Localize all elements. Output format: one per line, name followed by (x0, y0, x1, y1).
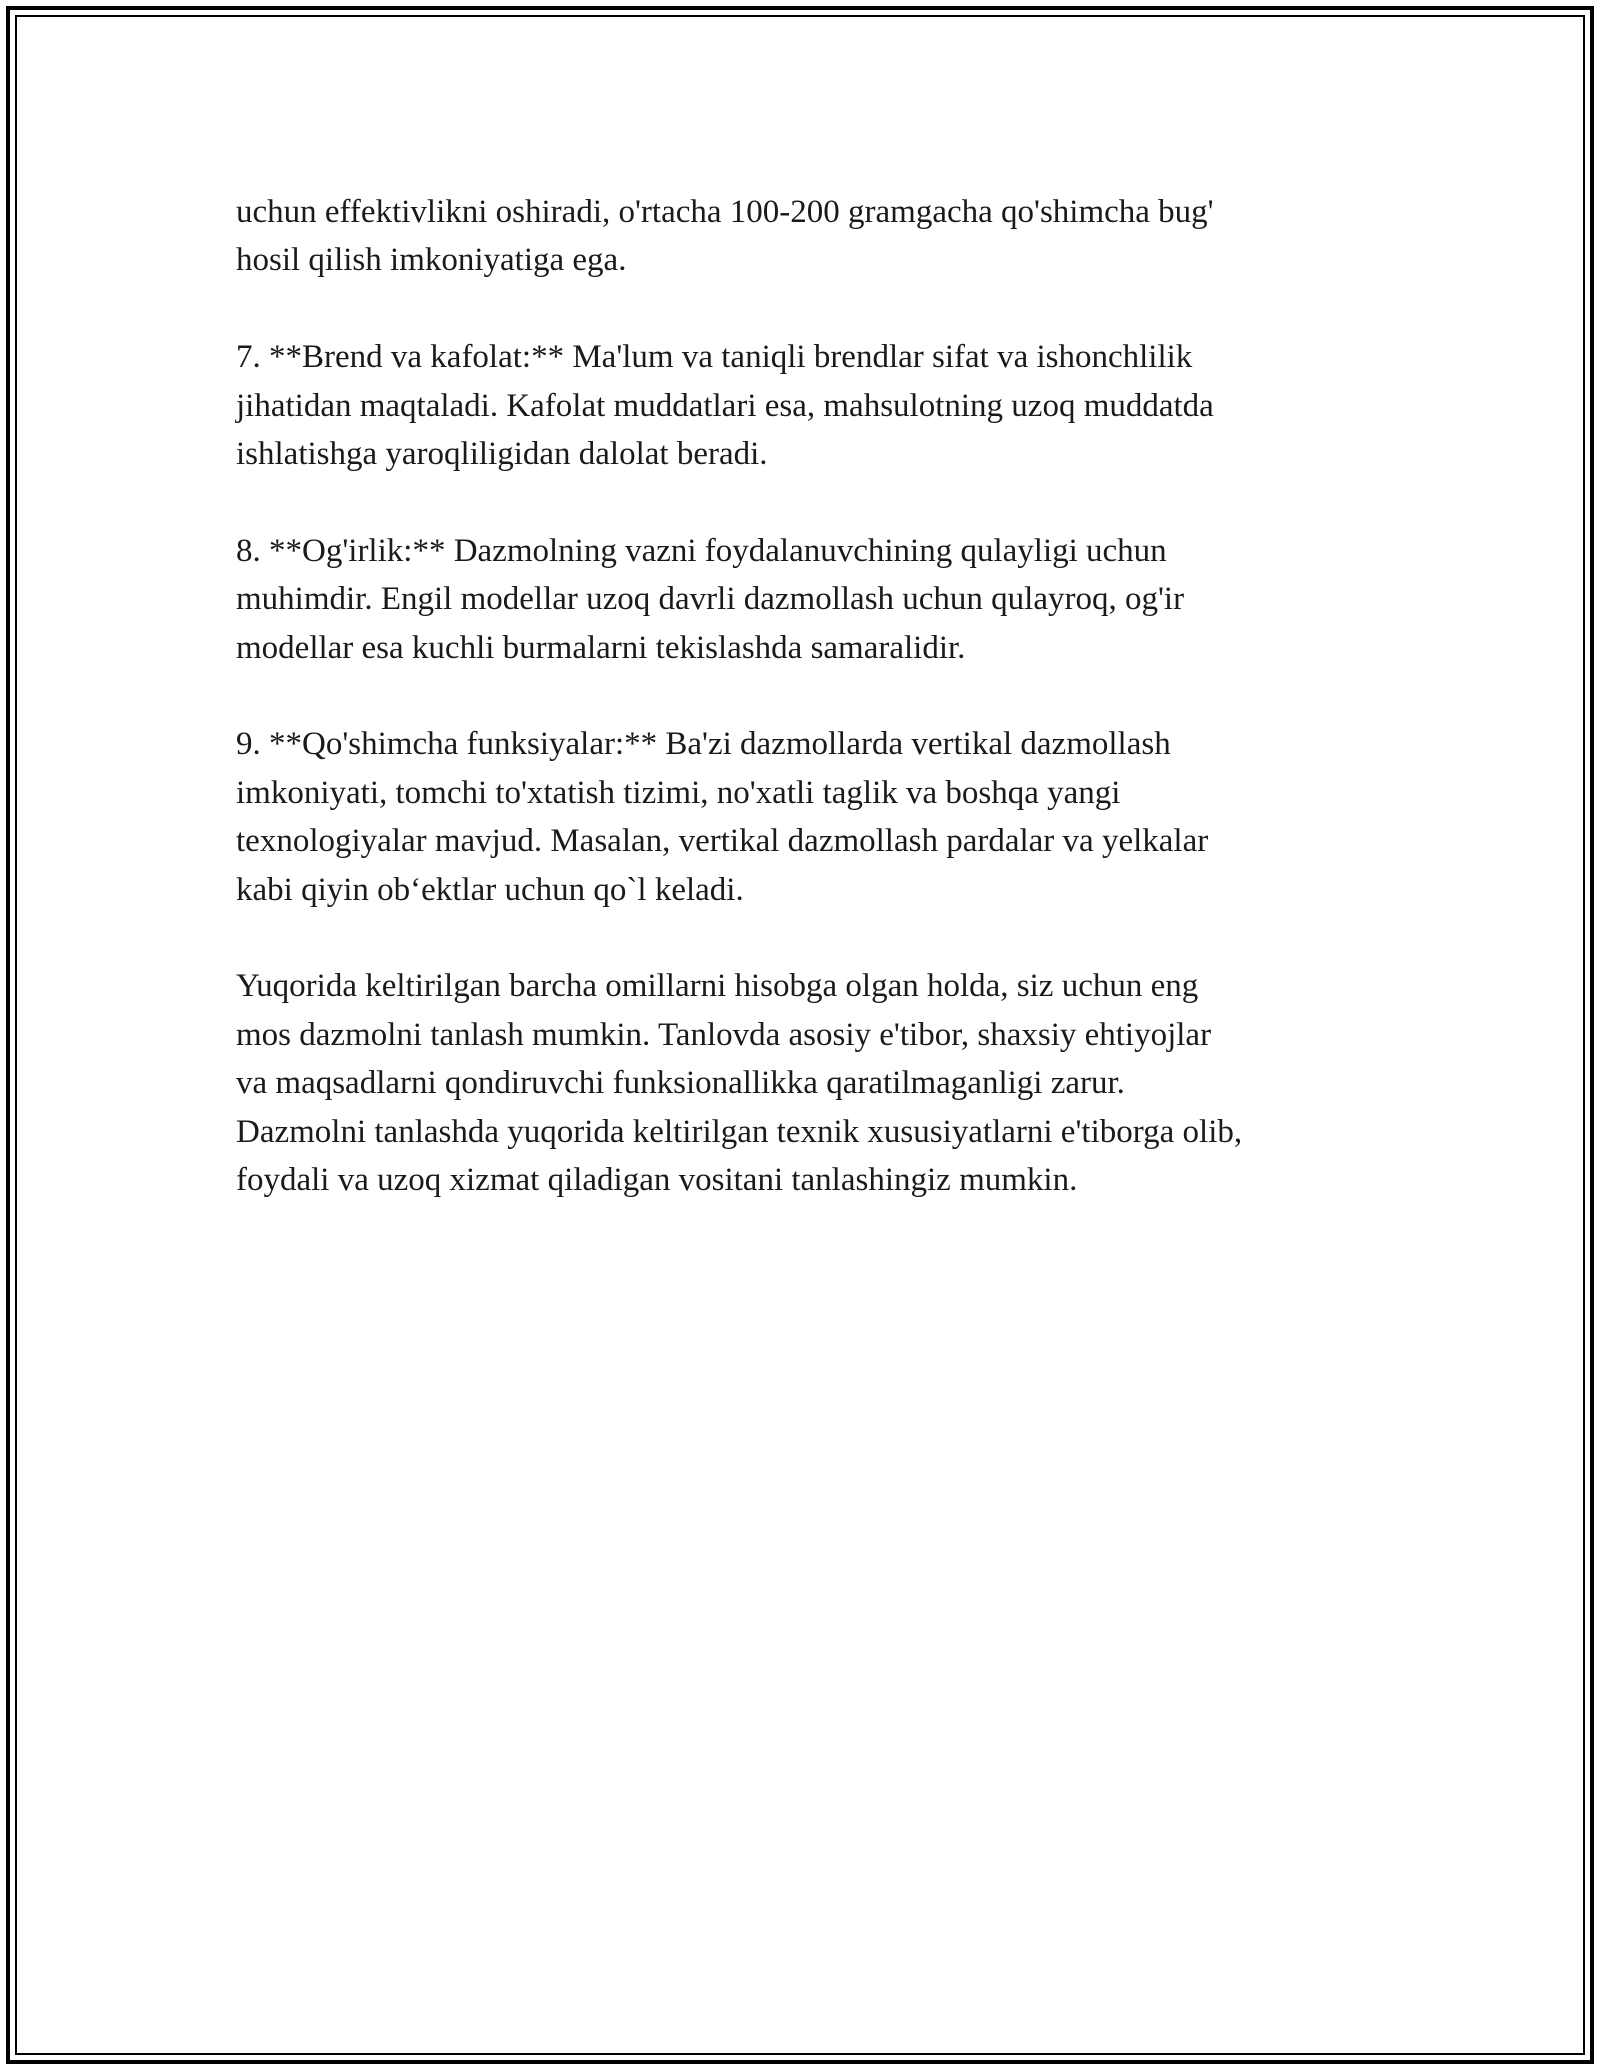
text-line: Yuqorida keltirilgan barcha omillarni hisobga olgan holda, siz uchun eng (236, 968, 1199, 1005)
text-line: hosil qilish imkoniyatiga ega. (236, 242, 627, 279)
paragraph-brand-warranty (236, 333, 1371, 478)
text-line: 7. **Brend va kafolat:** Ma'lum va taniqli brendlar sifat va ishonchlilik (236, 339, 1193, 376)
text-line: 8. **Og'irlik:** Dazmolning vazni foydalanuvchining qulayligi uchun (236, 532, 1167, 569)
text-line: foydali va uzoq xizmat qiladigan vositani tanlashingiz mumkin. (236, 1162, 1078, 1199)
text-line: muhimdir. Engil modellar uzoq davrli dazmollash uchun qulayroq, og'ir (236, 581, 1185, 618)
text-line: uchun effektivlikni oshiradi, o'rtacha 100-200 gramgacha qo'shimcha bug' (236, 194, 1214, 230)
text-line: ishlatishga yaroqliligidan dalolat beradi. (236, 436, 768, 473)
paragraph-extra-features (236, 720, 1371, 914)
paragraph-conclusion (236, 962, 1371, 1204)
paragraph-steam-boost (236, 188, 1371, 285)
text-line: kabi qiyin ob‘ektlar uchun qo`l keladi. (236, 871, 744, 908)
text-line: mos dazmolni tanlash mumkin. Tanlovda asosiy e'tibor, shaxsiy ehtiyojlar (236, 1016, 1212, 1053)
text-line: va maqsadlarni qondiruvchi funksionallikka qaratilmaganligi zarur. (236, 1065, 1125, 1102)
text-line: texnologiyalar mavjud. Masalan, vertikal dazmollash pardalar va yelkalar (236, 823, 1209, 860)
text-line: modellar esa kuchli burmalarni tekislashda samaralidir. (236, 629, 966, 666)
paragraph-weight (236, 527, 1371, 672)
text-line: Dazmolni tanlashda yuqorida keltirilgan texnik xususiyatlarni e'tiborga olib, (236, 1113, 1243, 1150)
text-line: 9. **Qo'shimcha funksiyalar:** Ba'zi dazmollarda vertikal dazmollash (236, 726, 1171, 763)
text-line: jihatidan maqtaladi. Kafolat muddatlari esa, mahsulotning uzoq muddatda (236, 387, 1214, 424)
text-line: imkoniyati, tomchi to'xtatish tizimi, no'xatli taglik va boshqa yangi (236, 774, 1121, 811)
document-body (236, 188, 1371, 1253)
